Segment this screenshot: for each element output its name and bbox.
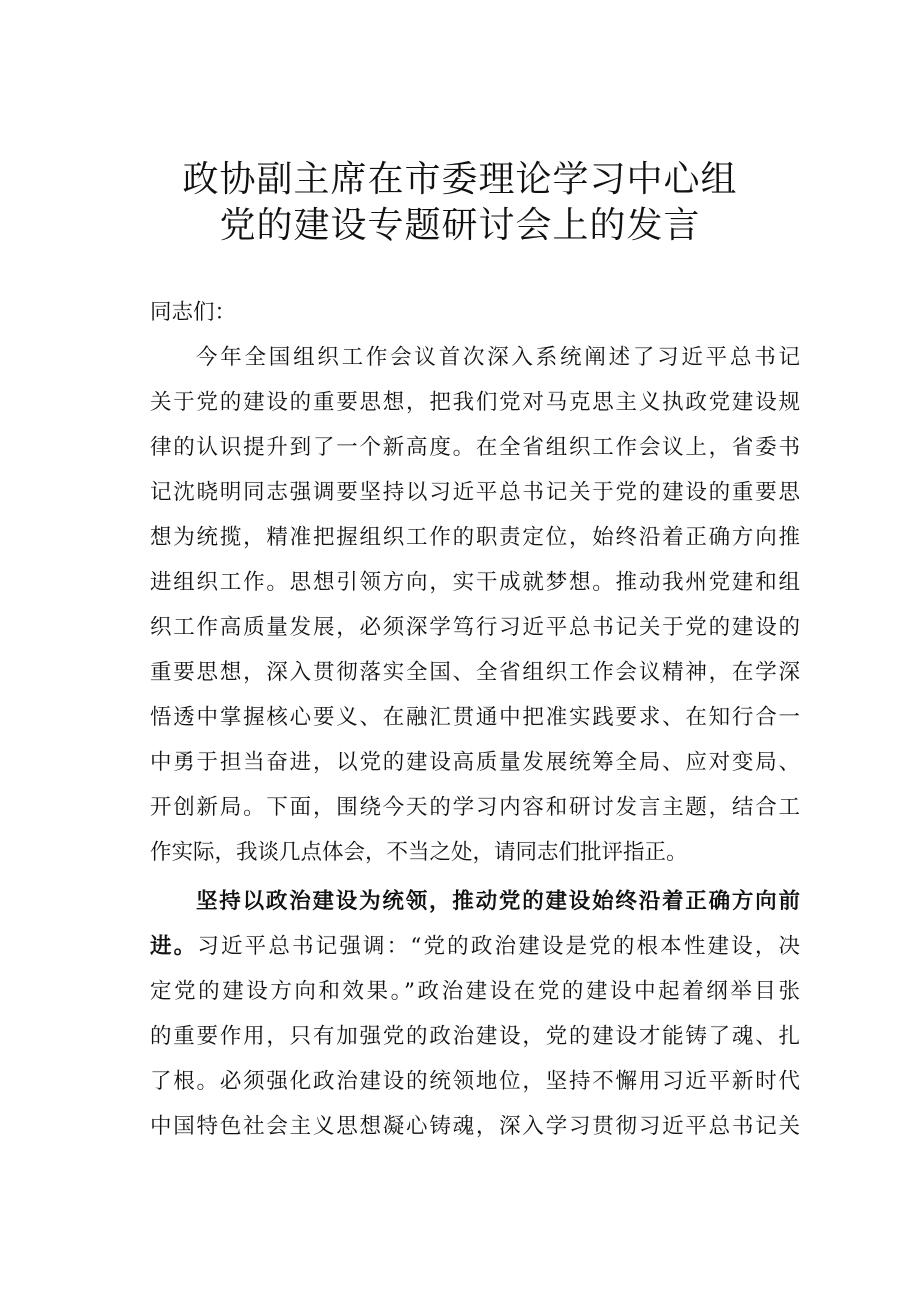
paragraph-line: 进组织工作。思想引领方向，实干成就梦想。推动我州党建和组 bbox=[150, 570, 800, 595]
paragraph-line: 悟透中掌握核心要义、在融汇贯通中把准实践要求、在知行合一 bbox=[150, 705, 800, 730]
paragraph-line: 关于党的建设的重要思想，把我们党对马克思主义执政党建设规 bbox=[150, 390, 800, 415]
paragraph-line: 中国特色社会主义思想凝心铸魂，深入学习贯彻习近平总书记关 bbox=[150, 1114, 800, 1139]
paragraph-line: 作实际，我谈几点体会，不当之处，请同志们批评指正。 bbox=[150, 840, 688, 865]
paragraph-line: 想为统揽，精准把握组织工作的职责定位，始终沿着正确方向推 bbox=[150, 525, 800, 550]
paragraph-line: 重要思想，深入贯彻落实全国、全省组织工作会议精神，在学深 bbox=[150, 660, 800, 685]
paragraph-line: 律的认识提升到了一个新高度。在全省组织工作会议上，省委书 bbox=[150, 435, 800, 460]
document-title-line-1: 政协副主席在市委理论学习中心组 bbox=[182, 159, 738, 200]
paragraph-line: 中勇于担当奋进，以党的建设高质量发展统筹全局、应对变局、 bbox=[150, 750, 800, 775]
paragraph-line bbox=[150, 924, 800, 969]
paragraph-line: 定党的建设方向和效果。”政治建设在党的建设中起着纲举目张 bbox=[150, 979, 800, 1004]
paragraph-heading-line: 坚持以政治建设为统领，推动党的建设始终沿着正确方向前 bbox=[196, 889, 800, 914]
salutation: 同志们： bbox=[150, 300, 237, 325]
paragraph-line: 今年全国组织工作会议首次深入系统阐述了习近平总书记 bbox=[196, 345, 800, 370]
paragraph-heading-end: 进。 bbox=[150, 934, 198, 959]
paragraph-line: 的重要作用，只有加强党的政治建设，党的建设才能铸了魂、扎 bbox=[150, 1024, 800, 1049]
paragraph-line: 织工作高质量发展，必须深学笃行习近平总书记关于党的建设的 bbox=[150, 615, 800, 640]
paragraph-1 bbox=[150, 335, 800, 875]
document-title-line-2: 党的建设专题研讨会上的发言 bbox=[219, 205, 701, 246]
document-body bbox=[150, 290, 800, 1149]
paragraph-line: 开创新局。下面，围绕今天的学习内容和研讨发言主题，结合工 bbox=[150, 795, 800, 820]
paragraph-2 bbox=[150, 879, 800, 1149]
paragraph-line: 记沈晓明同志强调要坚持以习近平总书记关于党的建设的重要思 bbox=[150, 480, 800, 505]
paragraph-line: 了根。必须强化政治建设的统领地位，坚持不懈用习近平新时代 bbox=[150, 1069, 800, 1094]
paragraph-line-text: 习近平总书记强调：“党的政治建设是党的根本性建设，决 bbox=[197, 934, 800, 959]
